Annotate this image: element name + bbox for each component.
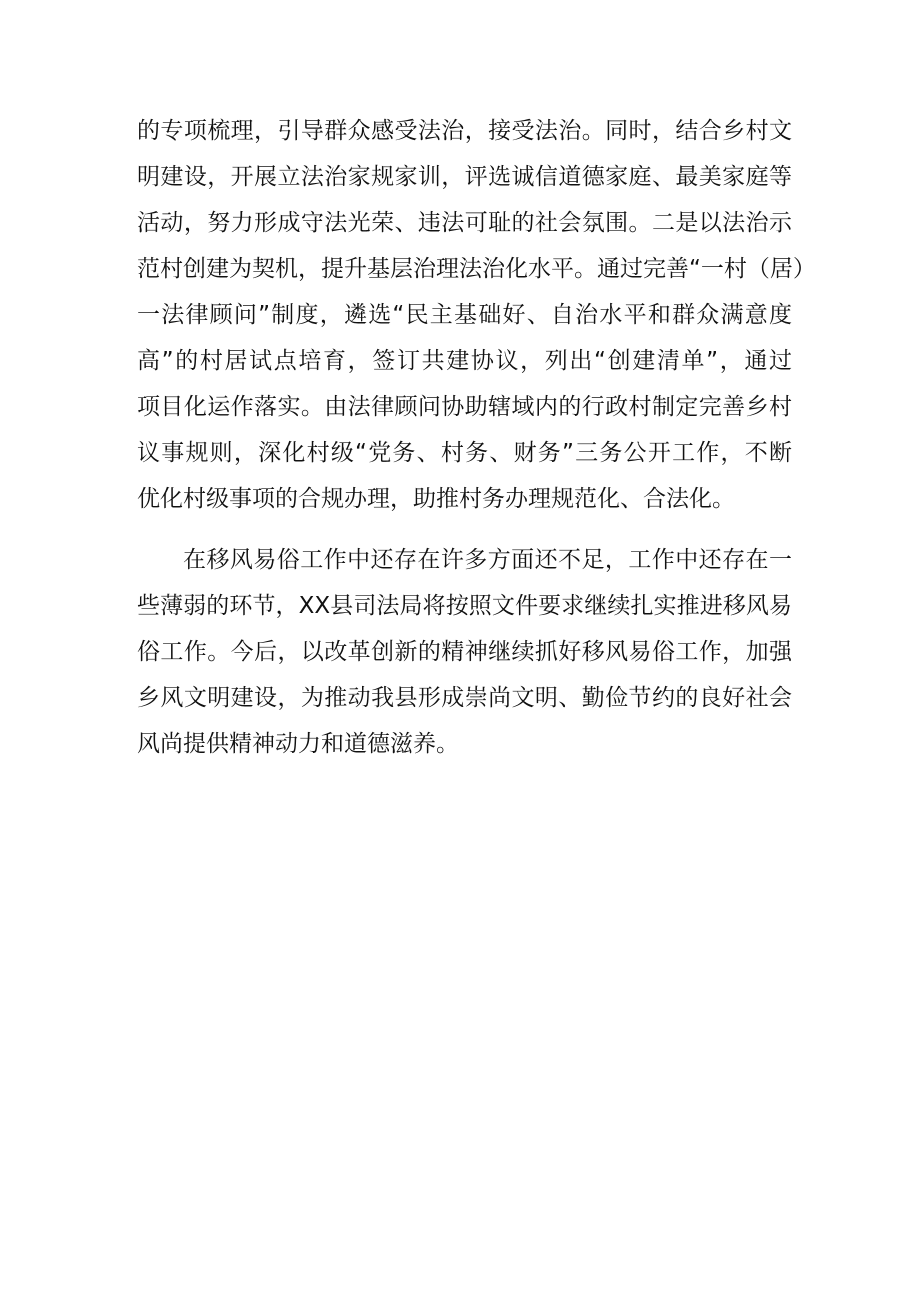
paragraph-line: 高”的村居试点培育，签订共建协议，列出“创建清单”，通过 — [137, 348, 792, 374]
paragraph-1 — [137, 108, 816, 522]
paragraph-line: 在移风易俗工作中还存在许多方面还不足，工作中还存在一 — [183, 547, 792, 573]
paragraph-line: 些薄弱的环节，XX县司法局将按照文件要求继续扎实推进移风易 — [137, 593, 792, 619]
paragraph-2 — [137, 537, 792, 767]
document-body — [137, 108, 816, 767]
paragraph-line: 的专项梳理，引导群众感受法治，接受法治。同时，结合乡村文 — [137, 118, 792, 144]
paragraph-line: 俗工作。今后，以改革创新的精神继续抓好移风易俗工作，加强 — [137, 639, 792, 665]
paragraph-line: 风尚提供精神动力和道德滋养。 — [137, 731, 459, 757]
paragraph-line: 项目化运作落实。由法律顾问协助辖域内的行政村制定完善乡村 — [137, 394, 792, 420]
paragraph-line: 议事规则，深化村级“党务、村务、财务”三务公开工作，不断 — [137, 440, 792, 466]
paragraph-line: 乡风文明建设，为推动我县形成崇尚文明、勤俭节约的良好社会 — [137, 685, 792, 711]
paragraph-line: 优化村级事项的合规办理，助推村务办理规范化、合法化。 — [137, 486, 735, 512]
paragraph-line: 范村创建为契机，提升基层治理法治化水平。通过完善“一村（居） — [137, 256, 816, 282]
paragraph-line: 明建设，开展立法治家规家训，评选诚信道德家庭、最美家庭等 — [137, 164, 792, 190]
paragraph-line: 一法律顾问”制度，遴选“民主基础好、自治水平和群众满意度 — [137, 302, 792, 328]
paragraph-line: 活动，努力形成守法光荣、违法可耻的社会氛围。二是以法治示 — [137, 210, 792, 236]
